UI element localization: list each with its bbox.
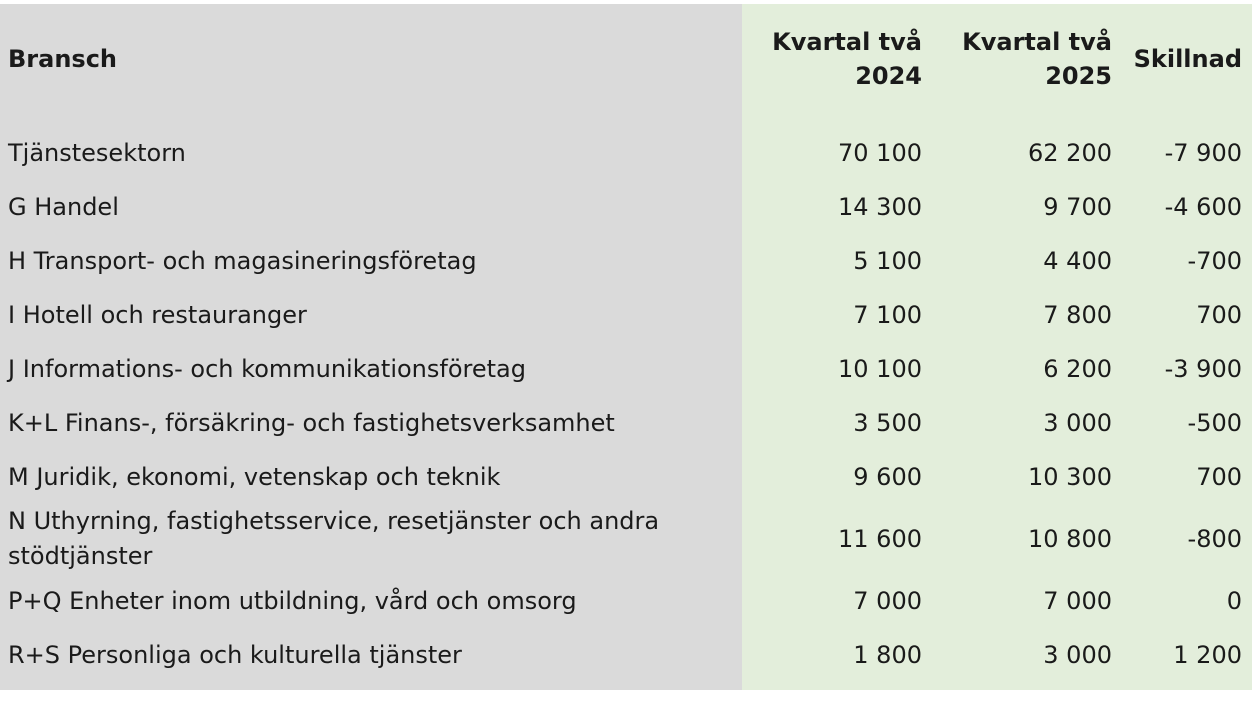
cell-diff: -7 900: [1122, 126, 1252, 180]
table-row: [0, 450, 1252, 504]
cell-diff: -3 900: [1122, 342, 1252, 396]
cell-diff: -4 600: [1122, 180, 1252, 234]
cell-branch: K+L Finans-, försäkring- och fastighetsverksamhet: [0, 396, 742, 450]
cell-diff: 700: [1122, 288, 1252, 342]
cell-q2025: 3 000: [932, 628, 1122, 682]
cell-diff: 1 200: [1122, 628, 1252, 682]
cell-branch: P+Q Enheter inom utbildning, vård och omsorg: [0, 574, 742, 628]
cell-q2024: 1 800: [742, 628, 932, 682]
cell-branch: [0, 504, 742, 574]
cell-q2025: 7 000: [932, 574, 1122, 628]
header-q2024-line2: 2024: [855, 62, 922, 90]
cell-branch: M Juridik, ekonomi, vetenskap och teknik: [0, 450, 742, 504]
table-row: [0, 288, 1252, 342]
cell-q2024: 9 600: [742, 450, 932, 504]
table-row: [0, 504, 1252, 574]
cell-q2025: 10 300: [932, 450, 1122, 504]
cell-branch: R+S Personliga och kulturella tjänster: [0, 628, 742, 682]
cell-q2024: 7 100: [742, 288, 932, 342]
cell-branch: I Hotell och restauranger: [0, 288, 742, 342]
cell-q2024: 3 500: [742, 396, 932, 450]
table-row: [0, 628, 1252, 682]
header-q2025-line2: 2025: [1045, 62, 1112, 90]
cell-branch: Tjänstesektorn: [0, 126, 742, 180]
cell-diff: -800: [1122, 504, 1252, 574]
cell-q2024: 7 000: [742, 574, 932, 628]
header-q2025: [932, 4, 1122, 114]
cell-branch: J Informations- och kommunikationsföretag: [0, 342, 742, 396]
cell-branch-line2: stödtjänster: [8, 542, 153, 570]
header-q2024-line1: Kvartal två: [772, 28, 922, 56]
cell-diff: -500: [1122, 396, 1252, 450]
cell-diff: 700: [1122, 450, 1252, 504]
cell-diff: -700: [1122, 234, 1252, 288]
cell-diff: 0: [1122, 574, 1252, 628]
table-header-row: [0, 4, 1252, 114]
cell-q2024: 5 100: [742, 234, 932, 288]
cell-q2025: 10 800: [932, 504, 1122, 574]
table-row: [0, 396, 1252, 450]
cell-q2024: 14 300: [742, 180, 932, 234]
data-table: [0, 4, 1252, 690]
cell-q2025: 4 400: [932, 234, 1122, 288]
cell-branch-line1: N Uthyrning, fastighetsservice, resetjänster och andra: [8, 507, 660, 535]
table-row: [0, 342, 1252, 396]
cell-branch: H Transport- och magasineringsföretag: [0, 234, 742, 288]
table-row: [0, 574, 1252, 628]
cell-q2025: 7 800: [932, 288, 1122, 342]
header-branch: Bransch: [0, 4, 742, 114]
cell-q2024: 70 100: [742, 126, 932, 180]
cell-q2025: 6 200: [932, 342, 1122, 396]
header-q2024: [742, 4, 932, 114]
table-row: [0, 180, 1252, 234]
table-row: [0, 126, 1252, 180]
cell-q2025: 3 000: [932, 396, 1122, 450]
table-row: [0, 234, 1252, 288]
cell-branch: G Handel: [0, 180, 742, 234]
cell-q2025: 9 700: [932, 180, 1122, 234]
cell-q2024: 10 100: [742, 342, 932, 396]
cell-q2025: 62 200: [932, 126, 1122, 180]
header-diff: Skillnad: [1122, 4, 1252, 114]
cell-q2024: 11 600: [742, 504, 932, 574]
data-table-container: [0, 4, 1252, 708]
header-q2025-line1: Kvartal två: [962, 28, 1112, 56]
